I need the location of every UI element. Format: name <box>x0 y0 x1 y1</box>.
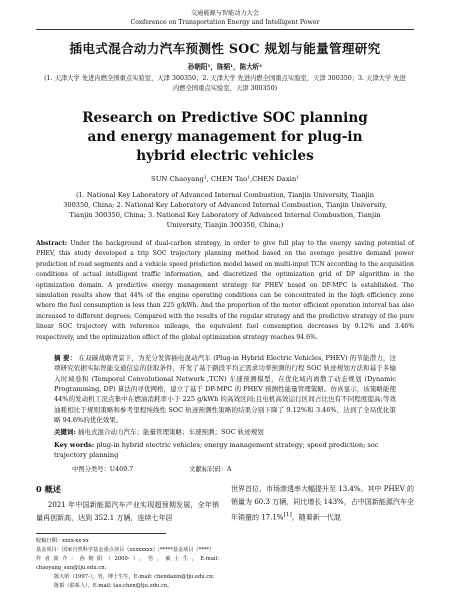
body-column-left <box>36 483 219 591</box>
footnote-author-2: 陈大昕（1997-），男，博士生生，E-mail: chendaxin@tju.edu.cn; <box>54 574 215 581</box>
abstract-text: Under the background of dual-carbon strategy, in order to give full play to the energy saving potential of PHEV, this study developed a trip SOC trajectory planning method based on the average positive demand power prediction of road segments and a vehicle speed prediction model based on multi-input TCN according to the acquisition conditions of actual intelligent traffic information, and discretized the optimization grid of DP algorithm in the optimization domain. A predictive energy management strategy for PHEV based on DP-MPC is established. The simulation results show that 44% of the engine operating conditions can be concentrated in the high efficiency zone where the fuel consumption is less than 225 g/kWh. And the proportion of the motor efficient operation interval has also increased to different degrees; Compared with the results of the regular strategy and the predictive strategy of the pure linear SOC trajectory with reference mileage, the equivalent fuel consumption decreases by 9.12% and 3.46% respectively, and the optimization effect of the global optimization strategy reaches 94.6%. <box>36 240 415 341</box>
footnote-received: 收稿日期：xxxx-xx-xx <box>36 538 89 545</box>
document-code: 文献标识码：A <box>189 466 232 474</box>
section-paragraph-right <box>231 483 414 524</box>
affiliation-en: (1. National Key Laboratory of Advanced Internal Combustion, Tianjin University, Tianjin 300350, China; 2. National Key Laboratory of Advanced Internal Combustion, Tianjin University, Tianjin 300350, China; 3. National Key Laboratory of Advanced Internal Combustion, Tianjin University, Tianjin 300350, China;) <box>63 191 387 229</box>
conference-header <box>36 0 414 27</box>
paper-title-en: Research on Predictive SOC planning and energy management for plug-in hybrid electric vehicles <box>82 110 368 164</box>
section-paragraph-left: 2021 年中国新能源汽车产业实现超预期发展，全年销量再创新高，达到 352.1 万辆，连续七年居 <box>36 501 219 523</box>
keywords-cn-label: 关键词: <box>54 428 76 437</box>
paragraph-text: 世界首位，市场渗透率大幅提升至 13.4%。其中 PHEV 的销量为 60.3 万辆，同比增长 143%，占中国新能源汽车全年销量的 17.1% <box>231 485 414 522</box>
authors-en: SUN Chaoyang¹, CHEN Tao¹,CHEN Daxin¹ <box>151 175 299 183</box>
footnote-author-1: 作者简介：孙朝阳（2000-），男，硕士生，E-mail: chaoyang_sun@tju.edu.cn; <box>36 556 219 572</box>
conference-name-en: Conference on Transportation Energy and Intelligent Power <box>130 19 320 26</box>
keywords-cn-text: 插电式混合动力汽车；能量管理策略；车速预测；SOC 轨迹规划 <box>77 428 264 437</box>
footnote-rule <box>36 533 166 534</box>
abstract-cn-label: 摘 要： <box>54 354 77 363</box>
body-columns <box>36 483 414 591</box>
authors-cn: 孙朝阳¹，陈韬¹，陈大昕¹ <box>187 63 263 71</box>
keywords-cn <box>54 427 396 437</box>
abstract-en <box>36 239 414 343</box>
footnote-author-3: 陈韬（联系人），E-mail: tao.chen@tju.edu.cn。 <box>54 583 173 590</box>
abstract-cn <box>54 353 396 425</box>
citation-ref: [1] <box>283 512 292 519</box>
header-rule <box>36 29 414 30</box>
keywords-en-text: plug-in hybrid electric vehicles; energy management strategy; speed prediction; soc trajectory planning <box>54 441 379 460</box>
paper-title-cn: 插电式混合动力汽车预测性 SOC 规划与能量管理研究 <box>69 41 381 56</box>
classification-row <box>72 464 396 473</box>
affiliation-cn: (1. 天津大学 先进内燃全国重点实验室，天津 300350；2. 天津大学 先进内燃全国重点实验室，天津 300350；3. 天津大学 先进内燃全国重点实验室，天津 300350) <box>44 75 406 92</box>
abstract-cn-text: 在双碳战略背景下，为充分发挥插电混动汽车 (Plug-in Hybrid Electric Vehicles, PHEV) 的节能潜力，这项研究依据实际智能交通信息的获取条件，开发了基于路段平均正需求功率预测的行程 SOC 轨迹规划方法和基于多输入时域卷积 (Temporal Convolutional Network ,TCN) 车速预测模型，在优化域内离散了动态规划 (Dynamic Programming, DP) 算法的寻优网格，建立了基于 DP-MPC 的 PHEV 预测性能量管理策略。仿真显示，该策略能使 44%的发动机工况点集中在燃油消耗率小于 225 g/kWh 的高效区间;且电机高效运行区间占比也有不同程度提高;等效油耗相比于规则策略和参考里程纯线性 SOC 轨迹预测性策略的结果分别下降了 9.12%和 3.46%，达到了全局优化策略 94.6%的优化效果。 <box>54 354 396 424</box>
paragraph-tail: 。随着新一代混 <box>291 513 341 522</box>
body-column-right <box>231 483 414 591</box>
clc-number: 中图分类号：U469.7 <box>72 466 134 474</box>
keywords-en-label: Key words: <box>54 441 95 450</box>
conference-name-cn: 交通能源与智能动力大会 <box>190 10 260 17</box>
keywords-en <box>54 440 396 460</box>
abstract-label: Abstract: <box>36 240 68 247</box>
section-title: 0 概述 <box>36 484 61 495</box>
footnote-fund: 基金项目：国家自然科学基金重点项目（xxxxxxxx）;*****基金项目（****） <box>36 547 215 554</box>
footnotes <box>36 537 219 591</box>
